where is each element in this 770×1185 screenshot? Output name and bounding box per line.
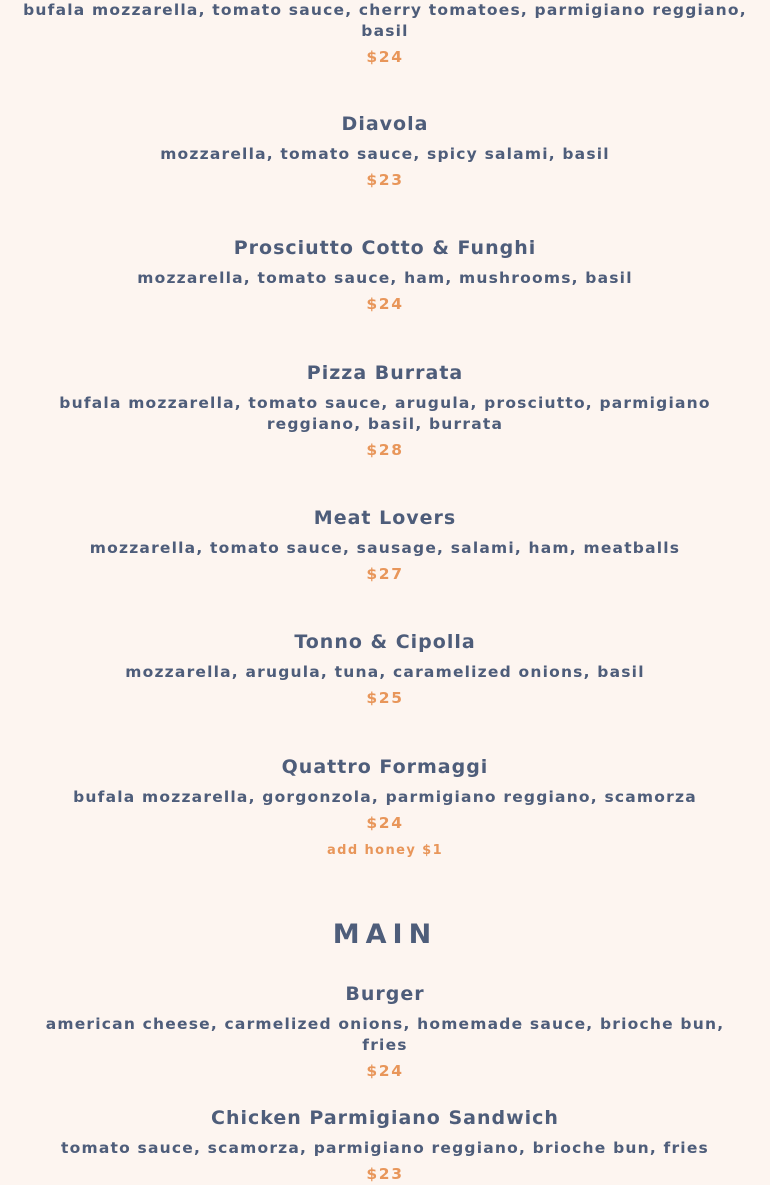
item-description: mozzarella, tomato sauce, sausage, salami, ham, meatballs xyxy=(89,539,681,557)
menu-item-prosciutto-cotto-funghi xyxy=(0,236,770,315)
item-description: tomato sauce, scamorza, parmigiano reggiano, brioche bun, fries xyxy=(61,1139,709,1157)
item-price: $27 xyxy=(366,565,404,583)
item-description: mozzarella, tomato sauce, ham, mushrooms, basil xyxy=(137,269,633,287)
item-name: Meat Lovers xyxy=(313,507,457,529)
item-description: american cheese, carmelized onions, homemade sauce, brioche bun, fries xyxy=(45,1015,725,1054)
menu-item-meat-lovers xyxy=(0,506,770,585)
item-price: $24 xyxy=(366,48,404,66)
item-name: Quattro Formaggi xyxy=(281,756,489,778)
item-name: Diavola xyxy=(341,113,429,135)
item-price: $24 xyxy=(366,295,404,313)
item-price: $25 xyxy=(366,689,404,707)
item-price: $23 xyxy=(366,1165,404,1183)
item-description: bufala mozzarella, tomato sauce, cherry tomatoes, parmigiano reggiano, basil xyxy=(23,1,747,40)
menu-item-burger xyxy=(0,982,770,1082)
item-price: $23 xyxy=(366,171,404,189)
section-title: MAIN xyxy=(332,919,438,950)
item-name: Pizza Burrata xyxy=(306,362,464,384)
menu-item-partial xyxy=(0,0,770,68)
item-addon: add honey $1 xyxy=(326,843,444,858)
menu-item-quattro-formaggi xyxy=(0,755,770,860)
item-description: mozzarella, arugula, tuna, caramelized onions, basil xyxy=(125,663,645,681)
item-description: bufala mozzarella, tomato sauce, arugula, prosciutto, parmigiano reggiano, basil, burrata xyxy=(59,394,711,433)
menu-item-tonno-cipolla xyxy=(0,630,770,709)
item-price: $28 xyxy=(366,441,404,459)
item-name: Tonno & Cipolla xyxy=(294,631,476,653)
item-name: Prosciutto Cotto & Funghi xyxy=(233,237,537,259)
item-name: Chicken Parmigiano Sandwich xyxy=(211,1107,559,1129)
item-description: mozzarella, tomato sauce, spicy salami, basil xyxy=(160,145,610,163)
menu-item-diavola xyxy=(0,112,770,191)
section-main xyxy=(0,918,770,952)
menu-item-pizza-burrata xyxy=(0,361,770,461)
item-name: Burger xyxy=(345,983,425,1005)
item-price: $24 xyxy=(366,1062,404,1080)
item-price: $24 xyxy=(366,814,404,832)
item-description: bufala mozzarella, gorgonzola, parmigiano reggiano, scamorza xyxy=(73,788,697,806)
menu-item-chicken-parmigiano-sandwich xyxy=(0,1106,770,1185)
